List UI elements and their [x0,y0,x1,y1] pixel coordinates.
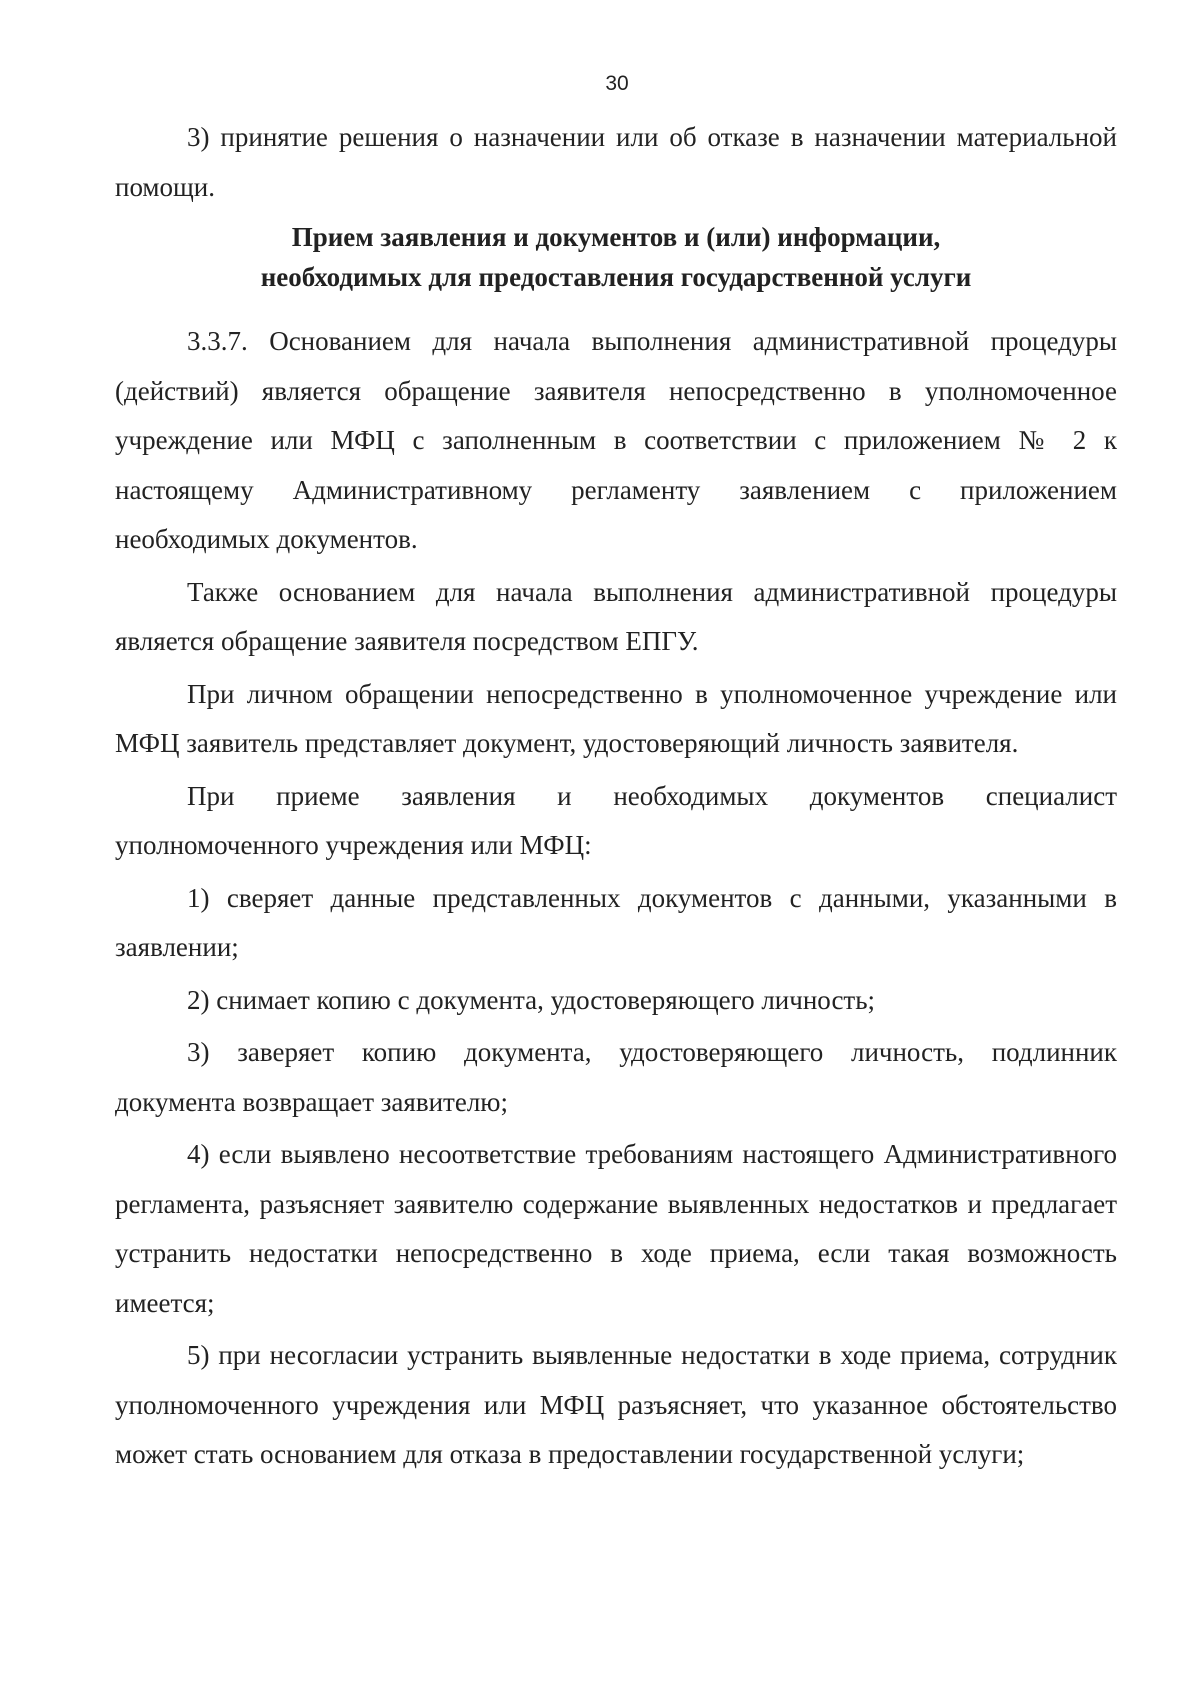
page-number: 30 [605,72,629,95]
list-item-3: 3) заверяет копию документа, удостоверяющего личность, подлинник документа возвращает заявителю; [115,1037,1117,1117]
paragraph-3-3-7: 3.3.7. Основанием для начала выполнения административной процедуры (действий) является обращение заявителя непосредственно в уполномоченное учреждение или МФЦ с заполненным в соответствии с приложением № 2 к настоящему Административному регламенту заявлением с приложением необходимых документов. [115,326,1117,554]
section-heading [115,217,1117,297]
list-item-5: 5) при несогласии устранить выявленные недостатки в ходе приема, сотрудник уполномоченного учреждения или МФЦ разъясняет, что указанное обстоятельство может стать основанием для отказа в предоставлении государственной услуги; [115,1340,1117,1469]
list-item-1: 1) сверяет данные представленных документов с данными, указанными в заявлении; [115,882,1117,962]
list-item-4: 4) если выявлено несоответствие требованиям настоящего Административного регламента, разъясняет заявителю содержание выявленных недостатков и предлагает устранить недостатки непосредственно в ходе приема, если такая возможность имеется; [115,1139,1117,1318]
section-heading-line-2: необходимых для предоставления государственной услуги [260,262,972,292]
paragraph-decision-item: 3) принятие решения о назначении или об отказе в назначении материальной помощи. [115,122,1117,202]
paragraph-epgu-basis: Также основанием для начала выполнения административной процедуры является обращение заявителя посредством ЕПГУ. [115,576,1117,656]
paragraph-personal-visit: При личном обращении непосредственно в уполномоченное учреждение или МФЦ заявитель представляет документ, удостоверяющий личность заявителя. [115,678,1117,758]
document-body [115,113,1117,1480]
section-heading-line-1: Прием заявления и документов и (или) информации, [291,222,941,252]
paragraph-reception-intro: При приеме заявления и необходимых документов специалист уполномоченного учреждения или МФЦ: [115,780,1117,860]
list-item-2: 2) снимает копию с документа, удостоверяющего личность; [187,984,876,1015]
